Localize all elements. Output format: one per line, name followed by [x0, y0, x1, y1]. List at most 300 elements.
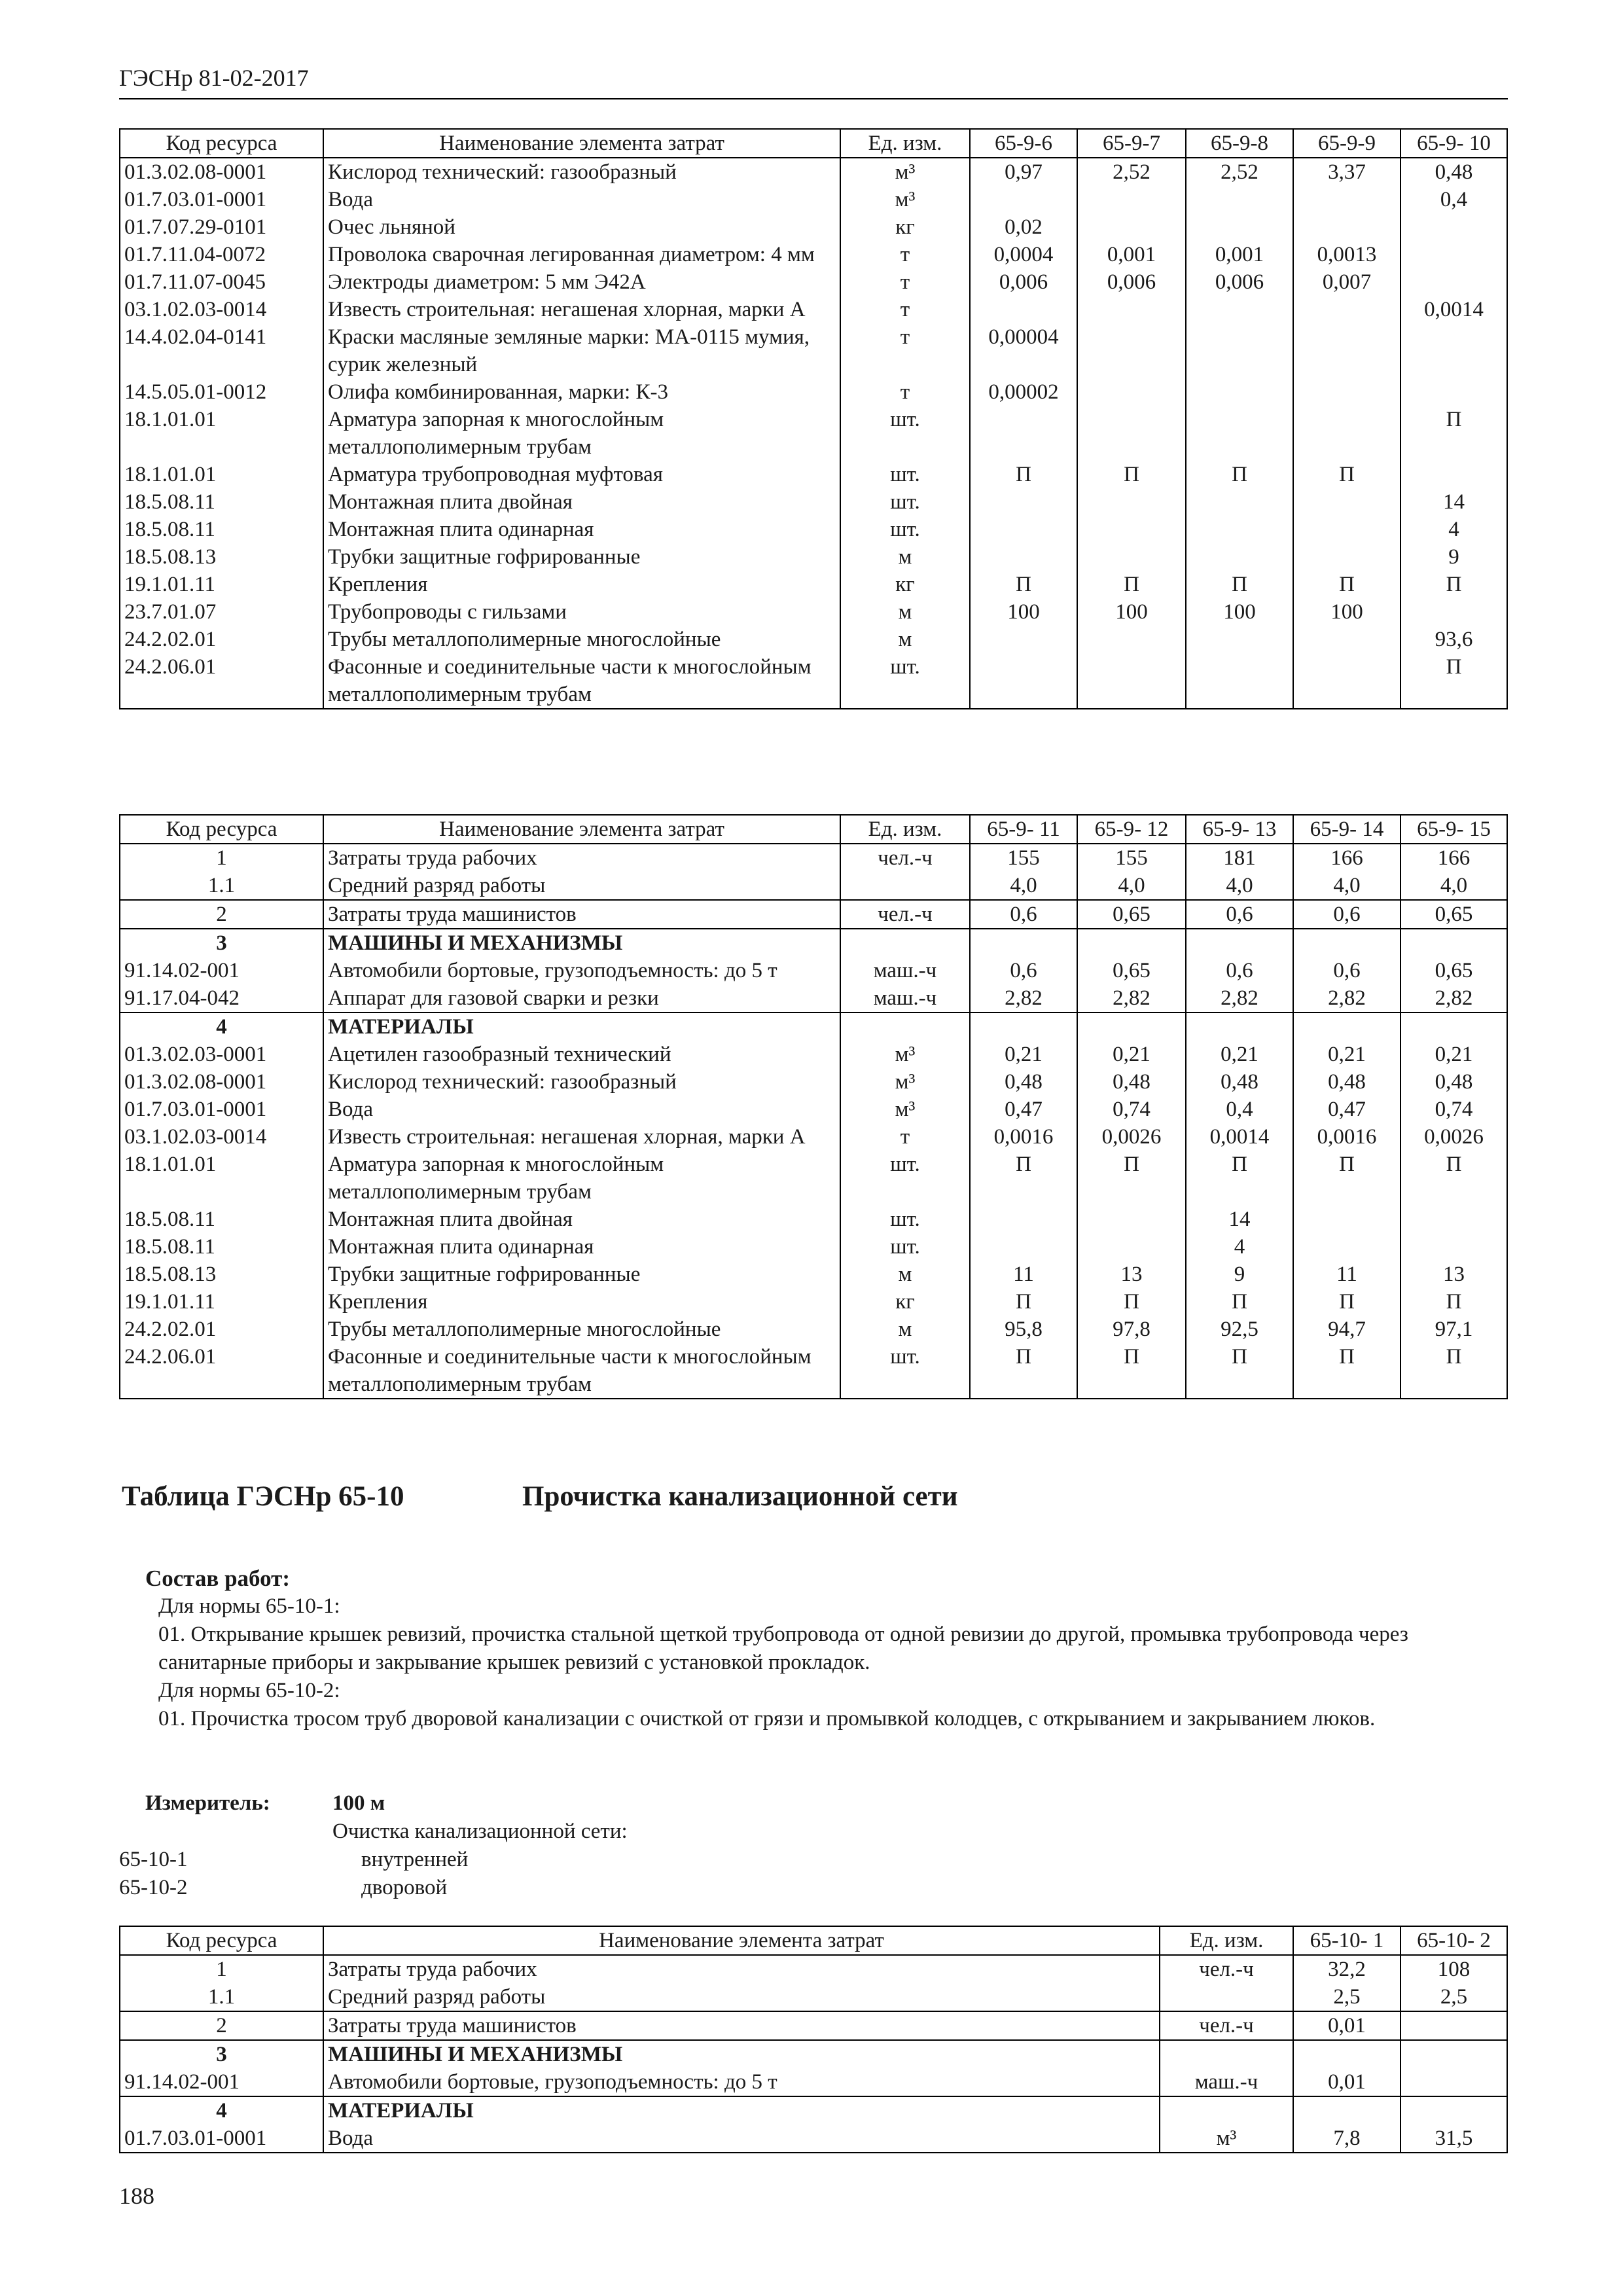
- unit-cell: [1160, 1983, 1293, 2011]
- norm-value: [1400, 2011, 1507, 2040]
- unit-cell: м³: [840, 1096, 970, 1123]
- meter-item-name: дворовой: [361, 1876, 448, 1899]
- cost-element-name: Затраты труда рабочих: [323, 844, 840, 872]
- norm-value: [1293, 2040, 1400, 2068]
- norm-value: 0,6: [1293, 957, 1400, 984]
- cost-element-name: Фасонные и соединительные части к многослойным металлополимерным трубам: [323, 653, 840, 709]
- unit-cell: м³: [840, 158, 970, 186]
- norm-value: [1293, 378, 1400, 406]
- norm-value: 0,001: [1186, 241, 1293, 268]
- table-row: [120, 2096, 1507, 2125]
- unit-cell: м³: [1160, 2125, 1293, 2153]
- table-row: [120, 1068, 1507, 1096]
- norm-value: 11: [970, 1261, 1077, 1288]
- norm-value: [1400, 2040, 1507, 2068]
- norm-value: П: [1293, 461, 1400, 488]
- resource-code: 18.5.08.13: [120, 543, 323, 571]
- cost-element-name: Кислород технический: газообразный: [323, 1068, 840, 1096]
- norm-value: 0,47: [1293, 1096, 1400, 1123]
- norm-value: 0,0013: [1293, 241, 1400, 268]
- column-header: 65-9- 14: [1293, 815, 1400, 844]
- column-header: Ед. изм.: [840, 129, 970, 158]
- table-row: [120, 461, 1507, 488]
- norm-value: 0,65: [1077, 957, 1186, 984]
- unit-cell: кг: [840, 1288, 970, 1316]
- column-header: Наименование элемента затрат: [323, 1926, 1160, 1955]
- unit-cell: шт.: [840, 1343, 970, 1399]
- norm-value: [1077, 296, 1186, 323]
- norm-value: [970, 406, 1077, 461]
- unit-cell: т: [840, 241, 970, 268]
- cost-element-name: Монтажная плита двойная: [323, 1206, 840, 1233]
- cost-element-name: Аппарат для газовой сварки и резки: [323, 984, 840, 1013]
- norm-value: П: [1293, 1288, 1400, 1316]
- column-header: 65-9- 15: [1400, 815, 1507, 844]
- norm-value: 95,8: [970, 1316, 1077, 1343]
- norm-value: 0,0014: [1400, 296, 1507, 323]
- norm-value: 0,006: [970, 268, 1077, 296]
- norm-value: [1400, 268, 1507, 296]
- cost-element-name: Крепления: [323, 571, 840, 598]
- norm-value: [970, 186, 1077, 213]
- norm-value: 0,97: [970, 158, 1077, 186]
- work-line: Для нормы 65-10-1:: [158, 1594, 340, 1618]
- header-rule: [119, 98, 1508, 99]
- norm-value: П: [1293, 1343, 1400, 1399]
- norm-value: [1077, 323, 1186, 378]
- norm-value: 0,48: [1293, 1068, 1400, 1096]
- norm-value: 2,52: [1077, 158, 1186, 186]
- table-row: [120, 1123, 1507, 1151]
- resource-code: 01.7.11.04-0072: [120, 241, 323, 268]
- resource-code: 4: [120, 2096, 323, 2125]
- resource-code: 01.7.03.01-0001: [120, 1096, 323, 1123]
- norm-value: 0,74: [1077, 1096, 1186, 1123]
- column-header: Код ресурса: [120, 1926, 323, 1955]
- norm-value: 0,006: [1186, 268, 1293, 296]
- norm-value: 0,0026: [1077, 1123, 1186, 1151]
- norm-value: [1077, 929, 1186, 957]
- norm-value: П: [1077, 1288, 1186, 1316]
- norm-value: П: [1400, 1288, 1507, 1316]
- cost-element-name: Крепления: [323, 1288, 840, 1316]
- table-row: [120, 241, 1507, 268]
- table-row: [120, 296, 1507, 323]
- norm-value: [1186, 323, 1293, 378]
- resource-code: 3: [120, 929, 323, 957]
- unit-cell: [840, 929, 970, 957]
- unit-cell: т: [840, 296, 970, 323]
- norm-value: 0,21: [1186, 1041, 1293, 1068]
- cost-element-name: Монтажная плита двойная: [323, 488, 840, 516]
- norm-value: 0,48: [1400, 158, 1507, 186]
- norm-value: [970, 488, 1077, 516]
- column-header: Наименование элемента затрат: [323, 815, 840, 844]
- cost-element-name: Фасонные и соединительные части к многослойным металлополимерным трубам: [323, 1343, 840, 1399]
- unit-cell: чел.-ч: [840, 900, 970, 929]
- norm-value: 0,48: [1400, 1068, 1507, 1096]
- norm-value: П: [970, 1151, 1077, 1206]
- norm-value: П: [1400, 653, 1507, 709]
- norm-value: [1077, 653, 1186, 709]
- cost-element-name: Трубопроводы с гильзами: [323, 598, 840, 626]
- cost-element-name: Трубы металлополимерные многослойные: [323, 626, 840, 653]
- norm-value: 0,00004: [970, 323, 1077, 378]
- unit-cell: шт.: [840, 1233, 970, 1261]
- resource-table-65-10: [119, 1926, 1508, 2153]
- norm-value: 0,6: [1186, 900, 1293, 929]
- norm-value: [1400, 323, 1507, 378]
- resource-code: 24.2.02.01: [120, 1316, 323, 1343]
- document-header-title: ГЭСНр 81-02-2017: [119, 65, 309, 91]
- table-row: [120, 406, 1507, 461]
- norm-value: П: [970, 461, 1077, 488]
- norm-value: [1186, 378, 1293, 406]
- resource-code: 1: [120, 844, 323, 872]
- resource-code: 3: [120, 2040, 323, 2068]
- column-header: Код ресурса: [120, 129, 323, 158]
- resource-code: 18.1.01.01: [120, 406, 323, 461]
- norm-value: [1186, 929, 1293, 957]
- unit-cell: шт.: [840, 1206, 970, 1233]
- cost-element-name: Проволока сварочная легированная диаметром: 4 мм: [323, 241, 840, 268]
- norm-value: [1077, 378, 1186, 406]
- norm-value: [1293, 653, 1400, 709]
- norm-value: [1186, 296, 1293, 323]
- cost-element-name: Ацетилен газообразный технический: [323, 1041, 840, 1068]
- norm-value: [1293, 186, 1400, 213]
- unit-cell: [840, 1013, 970, 1041]
- norm-value: 2,5: [1293, 1983, 1400, 2011]
- norm-value: 0,65: [1400, 957, 1507, 984]
- table-row: [120, 1316, 1507, 1343]
- table-row: [120, 378, 1507, 406]
- cost-element-name: МАШИНЫ И МЕХАНИЗМЫ: [323, 2040, 1160, 2068]
- section-heading: [122, 1480, 958, 1513]
- unit-cell: чел.-ч: [1160, 2011, 1293, 2040]
- page-number: 188: [119, 2183, 154, 2209]
- norm-value: 31,5: [1400, 2125, 1507, 2153]
- resource-code: 24.2.06.01: [120, 1343, 323, 1399]
- norm-value: 11: [1293, 1261, 1400, 1288]
- column-header: Ед. изм.: [840, 815, 970, 844]
- meter-unit: 100 м: [332, 1791, 385, 1815]
- norm-value: П: [1077, 1151, 1186, 1206]
- norm-value: [1077, 406, 1186, 461]
- resource-code: 18.1.01.01: [120, 1151, 323, 1206]
- norm-value: 2,82: [1400, 984, 1507, 1013]
- cost-element-name: Электроды диаметром: 5 мм Э42А: [323, 268, 840, 296]
- cost-element-name: Средний разряд работы: [323, 872, 840, 900]
- norm-value: [970, 626, 1077, 653]
- norm-value: 97,1: [1400, 1316, 1507, 1343]
- column-header: Ед. изм.: [1160, 1926, 1293, 1955]
- table-row: [120, 158, 1507, 186]
- norm-value: П: [1400, 571, 1507, 598]
- cost-element-name: Известь строительная: негашеная хлорная, марки А: [323, 1123, 840, 1151]
- table-header-row: [120, 815, 1507, 844]
- resource-table-65-9-6-10: [119, 128, 1508, 709]
- norm-value: 0,4: [1186, 1096, 1293, 1123]
- norm-value: 32,2: [1293, 1955, 1400, 1983]
- unit-cell: т: [840, 268, 970, 296]
- norm-value: 0,48: [970, 1068, 1077, 1096]
- resource-code: 19.1.01.11: [120, 571, 323, 598]
- norm-value: [970, 1013, 1077, 1041]
- norm-value: П: [970, 571, 1077, 598]
- norm-value: 0,007: [1293, 268, 1400, 296]
- norm-value: 100: [970, 598, 1077, 626]
- norm-value: [1400, 1233, 1507, 1261]
- work-composition: [145, 1564, 1507, 1733]
- norm-value: 4,0: [1186, 872, 1293, 900]
- norm-value: [1400, 378, 1507, 406]
- resource-code: 01.7.03.01-0001: [120, 186, 323, 213]
- cost-element-name: Трубки защитные гофрированные: [323, 543, 840, 571]
- unit-cell: шт.: [840, 488, 970, 516]
- norm-value: П: [970, 1288, 1077, 1316]
- norm-value: [1293, 626, 1400, 653]
- cost-element-name: Краски масляные земляные марки: МА-0115 мумия, сурик железный: [323, 323, 840, 378]
- norm-value: [970, 296, 1077, 323]
- norm-value: [1077, 516, 1186, 543]
- resource-code: 91.14.02-001: [120, 957, 323, 984]
- table-row: [120, 929, 1507, 957]
- norm-value: [1293, 213, 1400, 241]
- resource-code: 14.5.05.01-0012: [120, 378, 323, 406]
- unit-cell: шт.: [840, 516, 970, 543]
- norm-value: П: [1077, 461, 1186, 488]
- norm-value: 97,8: [1077, 1316, 1186, 1343]
- norm-value: П: [1400, 1151, 1507, 1206]
- work-composition-label: Состав работ:: [145, 1566, 290, 1591]
- norm-value: 9: [1186, 1261, 1293, 1288]
- resource-code: 1: [120, 1955, 323, 1983]
- cost-element-name: Олифа комбинированная, марки: К-3: [323, 378, 840, 406]
- resource-code: 03.1.02.03-0014: [120, 296, 323, 323]
- norm-value: 0,4: [1400, 186, 1507, 213]
- column-header: 65-9-7: [1077, 129, 1186, 158]
- norm-value: 14: [1186, 1206, 1293, 1233]
- table-row: [120, 1233, 1507, 1261]
- norm-value: 0,74: [1400, 1096, 1507, 1123]
- norm-value: [1186, 543, 1293, 571]
- cost-element-name: Автомобили бортовые, грузоподъемность: до 5 т: [323, 957, 840, 984]
- cost-element-name: МАТЕРИАЛЫ: [323, 1013, 840, 1041]
- unit-cell: м³: [840, 1041, 970, 1068]
- unit-cell: шт.: [840, 1151, 970, 1206]
- cost-element-name: Известь строительная: негашеная хлорная, марки А: [323, 296, 840, 323]
- norm-value: 93,6: [1400, 626, 1507, 653]
- table-row: [120, 268, 1507, 296]
- norm-value: [1400, 1013, 1507, 1041]
- table-row: [120, 1983, 1507, 2011]
- table-header-row: [120, 129, 1507, 158]
- norm-value: 108: [1400, 1955, 1507, 1983]
- norm-value: [1293, 1013, 1400, 1041]
- resource-code: 2: [120, 900, 323, 929]
- norm-value: [1400, 598, 1507, 626]
- table-row: [120, 488, 1507, 516]
- norm-value: 0,0016: [1293, 1123, 1400, 1151]
- norm-value: 4: [1400, 516, 1507, 543]
- cost-element-name: Вода: [323, 1096, 840, 1123]
- table-row: [120, 1288, 1507, 1316]
- table-row: [120, 543, 1507, 571]
- norm-value: 100: [1186, 598, 1293, 626]
- norm-value: П: [1186, 461, 1293, 488]
- cost-element-name: Арматура запорная к многослойным металлополимерным трубам: [323, 406, 840, 461]
- cost-element-name: Вода: [323, 186, 840, 213]
- norm-value: [1293, 406, 1400, 461]
- table-row: [120, 900, 1507, 929]
- norm-value: П: [1077, 571, 1186, 598]
- norm-value: [1293, 2096, 1400, 2125]
- column-header: 65-9- 12: [1077, 815, 1186, 844]
- resource-code: 18.5.08.11: [120, 1233, 323, 1261]
- table-row: [120, 844, 1507, 872]
- norm-value: [1400, 929, 1507, 957]
- norm-value: 92,5: [1186, 1316, 1293, 1343]
- norm-value: [1293, 296, 1400, 323]
- unit-cell: м: [840, 598, 970, 626]
- work-line: 01. Прочистка тросом труб дворовой канализации с очисткой от грязи и промывкой колодцев, с открыванием и закрыванием люков.: [158, 1707, 1376, 1731]
- column-header: 65-9- 11: [970, 815, 1077, 844]
- unit-cell: маш.-ч: [840, 957, 970, 984]
- unit-cell: т: [840, 1123, 970, 1151]
- table-row: [120, 1096, 1507, 1123]
- norm-value: [970, 653, 1077, 709]
- table-row: [120, 2125, 1507, 2153]
- column-header: 65-9-8: [1186, 129, 1293, 158]
- unit-cell: м: [840, 626, 970, 653]
- column-header: 65-9-9: [1293, 129, 1400, 158]
- norm-value: [1400, 1206, 1507, 1233]
- unit-cell: [1160, 2040, 1293, 2068]
- norm-value: [1293, 929, 1400, 957]
- table-row: [120, 2040, 1507, 2068]
- resource-code: 18.5.08.11: [120, 516, 323, 543]
- table-row: [120, 872, 1507, 900]
- norm-value: 2,82: [970, 984, 1077, 1013]
- table-row: [120, 598, 1507, 626]
- norm-value: [1077, 488, 1186, 516]
- cost-element-name: Трубки защитные гофрированные: [323, 1261, 840, 1288]
- unit-cell: [840, 872, 970, 900]
- table-header-row: [120, 1926, 1507, 1955]
- norm-value: 2,52: [1186, 158, 1293, 186]
- table-row: [120, 626, 1507, 653]
- norm-value: П: [1400, 406, 1507, 461]
- norm-value: [1186, 213, 1293, 241]
- unit-cell: маш.-ч: [1160, 2068, 1293, 2096]
- unit-cell: чел.-ч: [840, 844, 970, 872]
- table-row: [120, 2011, 1507, 2040]
- norm-value: [1400, 241, 1507, 268]
- norm-value: [1186, 1013, 1293, 1041]
- table-row: [120, 516, 1507, 543]
- meter-item-code: 65-10-1: [119, 1848, 188, 1871]
- norm-value: 0,47: [970, 1096, 1077, 1123]
- norm-value: 155: [1077, 844, 1186, 872]
- norm-value: 166: [1400, 844, 1507, 872]
- cost-element-name: Монтажная плита одинарная: [323, 1233, 840, 1261]
- norm-value: 0,6: [970, 957, 1077, 984]
- cost-element-name: Автомобили бортовые, грузоподъемность: до 5 т: [323, 2068, 1160, 2096]
- table-row: [120, 957, 1507, 984]
- table-row: [120, 213, 1507, 241]
- norm-value: П: [1186, 1288, 1293, 1316]
- norm-value: [970, 1233, 1077, 1261]
- column-header: 65-9-6: [970, 129, 1077, 158]
- norm-value: 100: [1077, 598, 1186, 626]
- norm-value: [1186, 516, 1293, 543]
- resource-code: 14.4.02.04-0141: [120, 323, 323, 378]
- norm-value: [1077, 1233, 1186, 1261]
- norm-value: 166: [1293, 844, 1400, 872]
- meter-description: Очистка канализационной сети:: [332, 1820, 628, 1843]
- cost-element-name: Кислород технический: газообразный: [323, 158, 840, 186]
- resource-code: 1.1: [120, 1983, 323, 2011]
- norm-value: 0,21: [1077, 1041, 1186, 1068]
- norm-value: 4,0: [970, 872, 1077, 900]
- norm-value: 0,6: [970, 900, 1077, 929]
- unit-cell: чел.-ч: [1160, 1955, 1293, 1983]
- norm-value: П: [1293, 1151, 1400, 1206]
- table-row: [120, 984, 1507, 1013]
- norm-value: 2,5: [1400, 1983, 1507, 2011]
- column-header: 65-9- 10: [1400, 129, 1507, 158]
- unit-cell: кг: [840, 213, 970, 241]
- unit-cell: м: [840, 1316, 970, 1343]
- norm-value: [970, 516, 1077, 543]
- resource-code: 19.1.01.11: [120, 1288, 323, 1316]
- norm-value: 0,65: [1400, 900, 1507, 929]
- table-row: [120, 1151, 1507, 1206]
- norm-value: 0,6: [1293, 900, 1400, 929]
- norm-value: 3,37: [1293, 158, 1400, 186]
- table-row: [120, 323, 1507, 378]
- unit-cell: м³: [840, 1068, 970, 1096]
- norm-value: 0,48: [1077, 1068, 1186, 1096]
- norm-value: 14: [1400, 488, 1507, 516]
- unit-cell: шт.: [840, 406, 970, 461]
- norm-value: 0,02: [970, 213, 1077, 241]
- norm-value: 0,0016: [970, 1123, 1077, 1151]
- unit-cell: шт.: [840, 461, 970, 488]
- table-row: [120, 571, 1507, 598]
- norm-value: [1400, 461, 1507, 488]
- norm-value: [1293, 1233, 1400, 1261]
- resource-code: 18.5.08.11: [120, 1206, 323, 1233]
- table-label: Таблица ГЭСНр 65-10: [122, 1481, 404, 1512]
- norm-value: [1293, 323, 1400, 378]
- norm-value: 181: [1186, 844, 1293, 872]
- norm-value: 100: [1293, 598, 1400, 626]
- unit-cell: м: [840, 543, 970, 571]
- table-row: [120, 653, 1507, 709]
- norm-value: П: [1186, 571, 1293, 598]
- resource-code: 18.5.08.11: [120, 488, 323, 516]
- resource-code: 91.14.02-001: [120, 2068, 323, 2096]
- norm-value: П: [1400, 1343, 1507, 1399]
- norm-value: 0,01: [1293, 2011, 1400, 2040]
- norm-value: 2,82: [1186, 984, 1293, 1013]
- unit-cell: м: [840, 1261, 970, 1288]
- resource-code: 91.17.04-042: [120, 984, 323, 1013]
- table-name: Прочистка канализационной сети: [522, 1481, 958, 1512]
- unit-cell: шт.: [840, 653, 970, 709]
